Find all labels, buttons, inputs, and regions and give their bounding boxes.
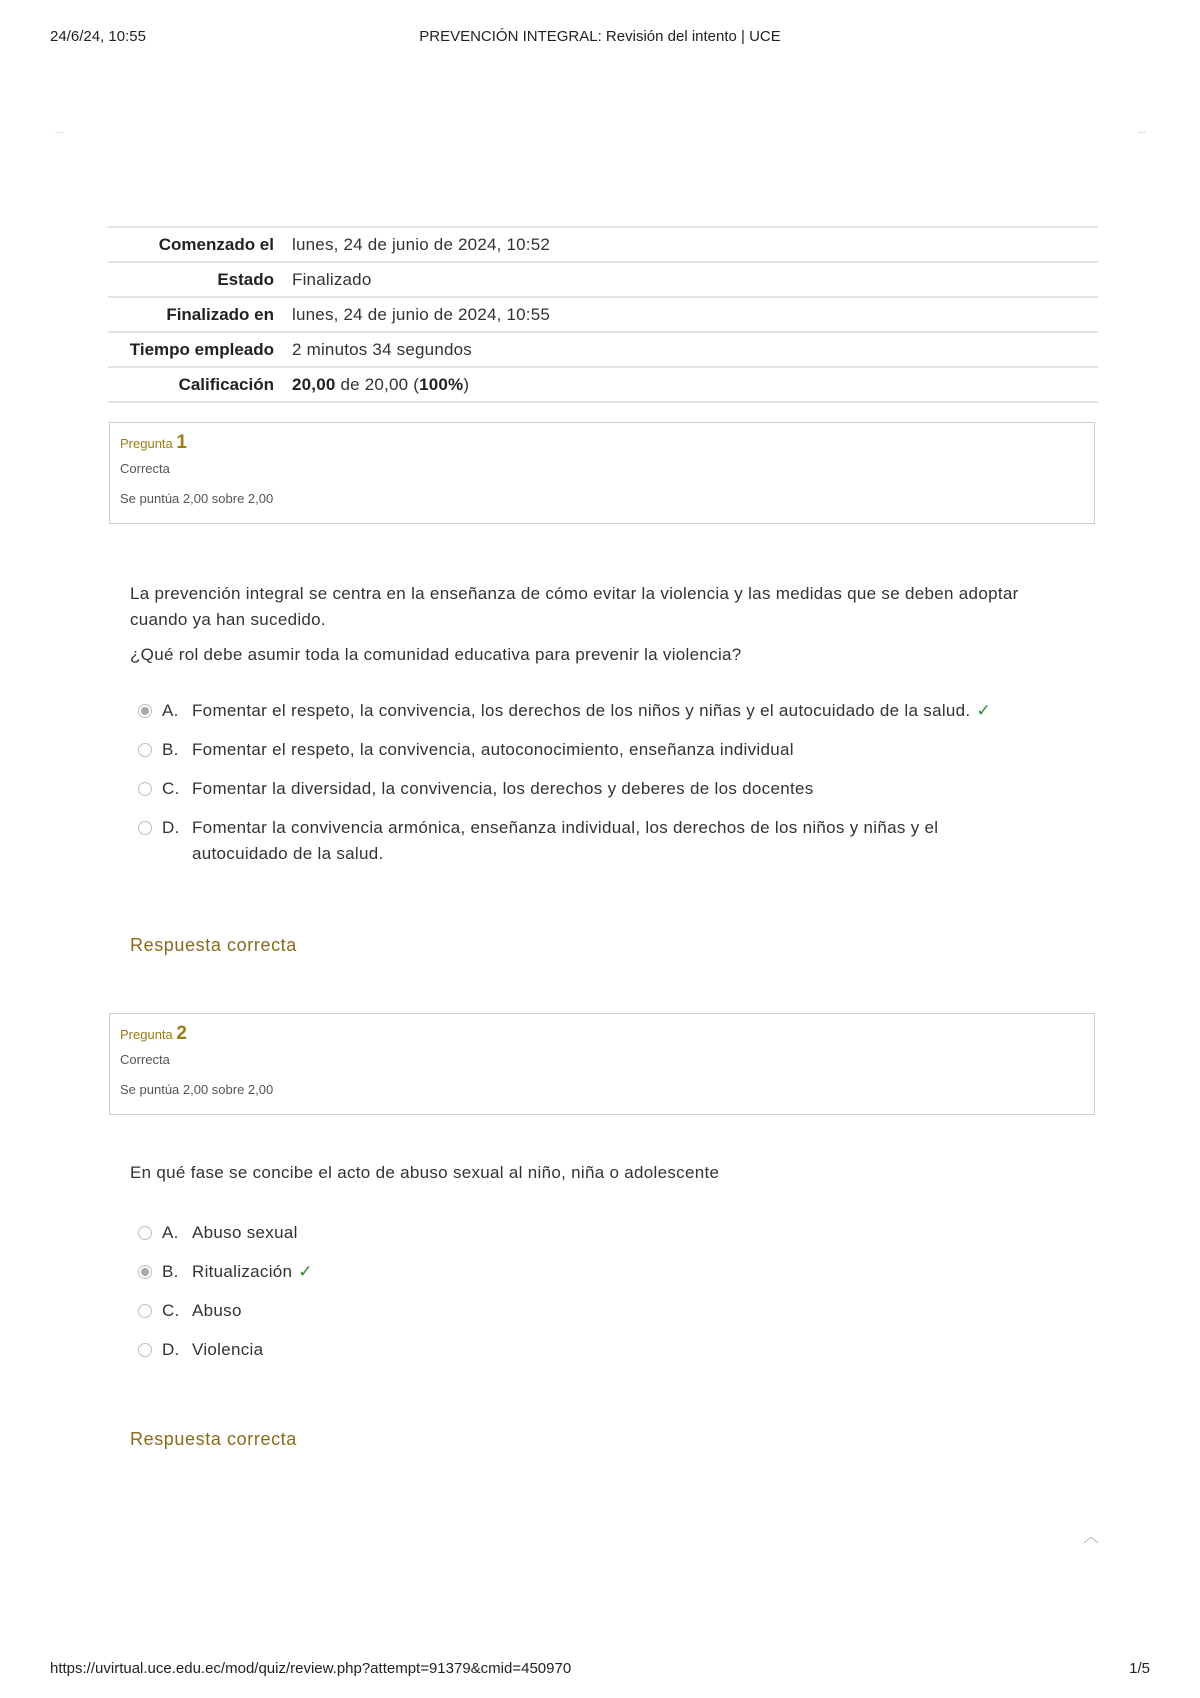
radio-button[interactable] [138, 821, 152, 835]
summary-label: Finalizado en [166, 305, 274, 324]
question-info-box [109, 1013, 1095, 1115]
question-grade: Se puntúa 2,00 sobre 2,00 [120, 491, 274, 506]
answer-letter: A. [162, 701, 179, 720]
answer-option-a[interactable] [138, 698, 1068, 724]
question-number-label: Pregunta [120, 1027, 173, 1042]
summary-value: Finalizado [292, 270, 372, 289]
print-url: https://uvirtual.uce.edu.ec/mod/quiz/review.php?attempt=91379&cmid=450970 [50, 1660, 572, 1677]
question-text-paragraph: En qué fase se concibe el acto de abuso sexual al niño, niña o adolescente [130, 1163, 720, 1182]
question-number [120, 433, 1084, 454]
question-number-label: Pregunta [120, 436, 173, 451]
summary-label: Tiempo empleado [129, 340, 274, 359]
answer-list [138, 1220, 1068, 1376]
answer-letter: D. [162, 818, 180, 837]
radio-button[interactable] [138, 1343, 152, 1357]
summary-row-grade [108, 367, 1098, 402]
answer-option-a[interactable] [138, 1220, 1068, 1246]
answer-letter: A. [162, 1223, 179, 1242]
grade-connector: de [340, 375, 360, 394]
radio-button[interactable] [138, 1265, 152, 1279]
answer-letter: B. [162, 1262, 179, 1281]
summary-label: Comenzado el [158, 235, 274, 254]
answer-option-c[interactable] [138, 776, 1068, 802]
summary-value: lunes, 24 de junio de 2024, 10:55 [292, 305, 551, 324]
grade-points: 20,00 [292, 375, 336, 394]
grade-percent: 100% [419, 375, 464, 394]
divider-mark-right [1138, 132, 1146, 133]
print-date: 24/6/24, 10:55 [50, 28, 146, 45]
answer-letter: C. [162, 1301, 180, 1320]
grade-max: 20,00 [364, 375, 409, 394]
question-number-value: 1 [176, 432, 187, 453]
answer-letter: B. [162, 740, 179, 759]
print-page-title: PREVENCIÓN INTEGRAL: Revisión del intento | UCE [419, 28, 781, 45]
summary-value: 2 minutos 34 segundos [292, 340, 472, 359]
print-page-number: 1/5 [1129, 1660, 1150, 1677]
answer-text-wrap [192, 698, 1068, 724]
summary-label: Estado [217, 270, 274, 289]
answer-letter: C. [162, 779, 180, 798]
radio-button[interactable] [138, 1304, 152, 1318]
question-number [120, 1024, 1084, 1045]
answer-text: Fomentar la convivencia armónica, enseñanza individual, los derechos de los niños y niñas y el autocuidado de la salud. [192, 818, 939, 863]
question-state: Correcta [120, 1052, 170, 1067]
answer-text: Abuso sexual [192, 1223, 298, 1242]
answer-feedback: Respuesta correcta [130, 935, 297, 955]
answer-feedback: Respuesta correcta [130, 1429, 297, 1449]
answer-option-b[interactable] [138, 737, 1068, 763]
answer-option-b[interactable] [138, 1259, 1068, 1285]
summary-row-finished [108, 297, 1098, 332]
summary-row-time-taken [108, 332, 1098, 367]
summary-grade-value: 20,00 de 20,00 (100%) [292, 375, 470, 394]
print-footer [50, 1660, 1150, 1682]
answer-option-c[interactable] [138, 1298, 1068, 1324]
question-number-value: 2 [176, 1023, 187, 1044]
answer-letter: D. [162, 1340, 180, 1359]
answer-list [138, 698, 1068, 880]
radio-button[interactable] [138, 704, 152, 718]
question-text-paragraph: La prevención integral se centra en la enseñanza de cómo evitar la violencia y las medidas que se deben adoptar cuando ya han sucedido. [130, 584, 1019, 629]
print-header [50, 28, 1150, 50]
question-text [130, 1160, 1060, 1195]
divider-mark-left [55, 132, 63, 133]
radio-button[interactable] [138, 743, 152, 757]
answer-text: Fomentar la diversidad, la convivencia, los derechos y deberes de los docentes [192, 779, 814, 798]
question-grade: Se puntúa 2,00 sobre 2,00 [120, 1082, 274, 1097]
question-text [130, 581, 1060, 677]
summary-label: Calificación [178, 375, 274, 394]
question-info-box [109, 422, 1095, 524]
attempt-summary-table [108, 226, 1098, 403]
answer-text-wrap [192, 1259, 1068, 1285]
summary-value: lunes, 24 de junio de 2024, 10:52 [292, 235, 551, 254]
radio-button[interactable] [138, 782, 152, 796]
question-text-paragraph: ¿Qué rol debe asumir toda la comunidad educativa para prevenir la violencia? [130, 645, 742, 664]
check-icon: ✓ [298, 1262, 313, 1281]
question-state: Correcta [120, 461, 170, 476]
radio-button[interactable] [138, 1226, 152, 1240]
answer-option-d[interactable] [138, 1337, 1068, 1363]
check-icon: ✓ [976, 701, 991, 720]
summary-row-state [108, 262, 1098, 297]
answer-text: Fomentar el respeto, la convivencia, los derechos de los niños y niñas y el autocuidado de la salud. [192, 701, 971, 720]
chevron-up-icon[interactable]: ︿ [1083, 1529, 1100, 1546]
answer-text: Violencia [192, 1340, 264, 1359]
answer-text: Ritualización [192, 1262, 293, 1281]
answer-option-d[interactable] [138, 815, 1068, 867]
summary-row-started [108, 227, 1098, 262]
answer-text: Abuso [192, 1301, 242, 1320]
answer-text: Fomentar el respeto, la convivencia, autoconocimiento, enseñanza individual [192, 740, 794, 759]
